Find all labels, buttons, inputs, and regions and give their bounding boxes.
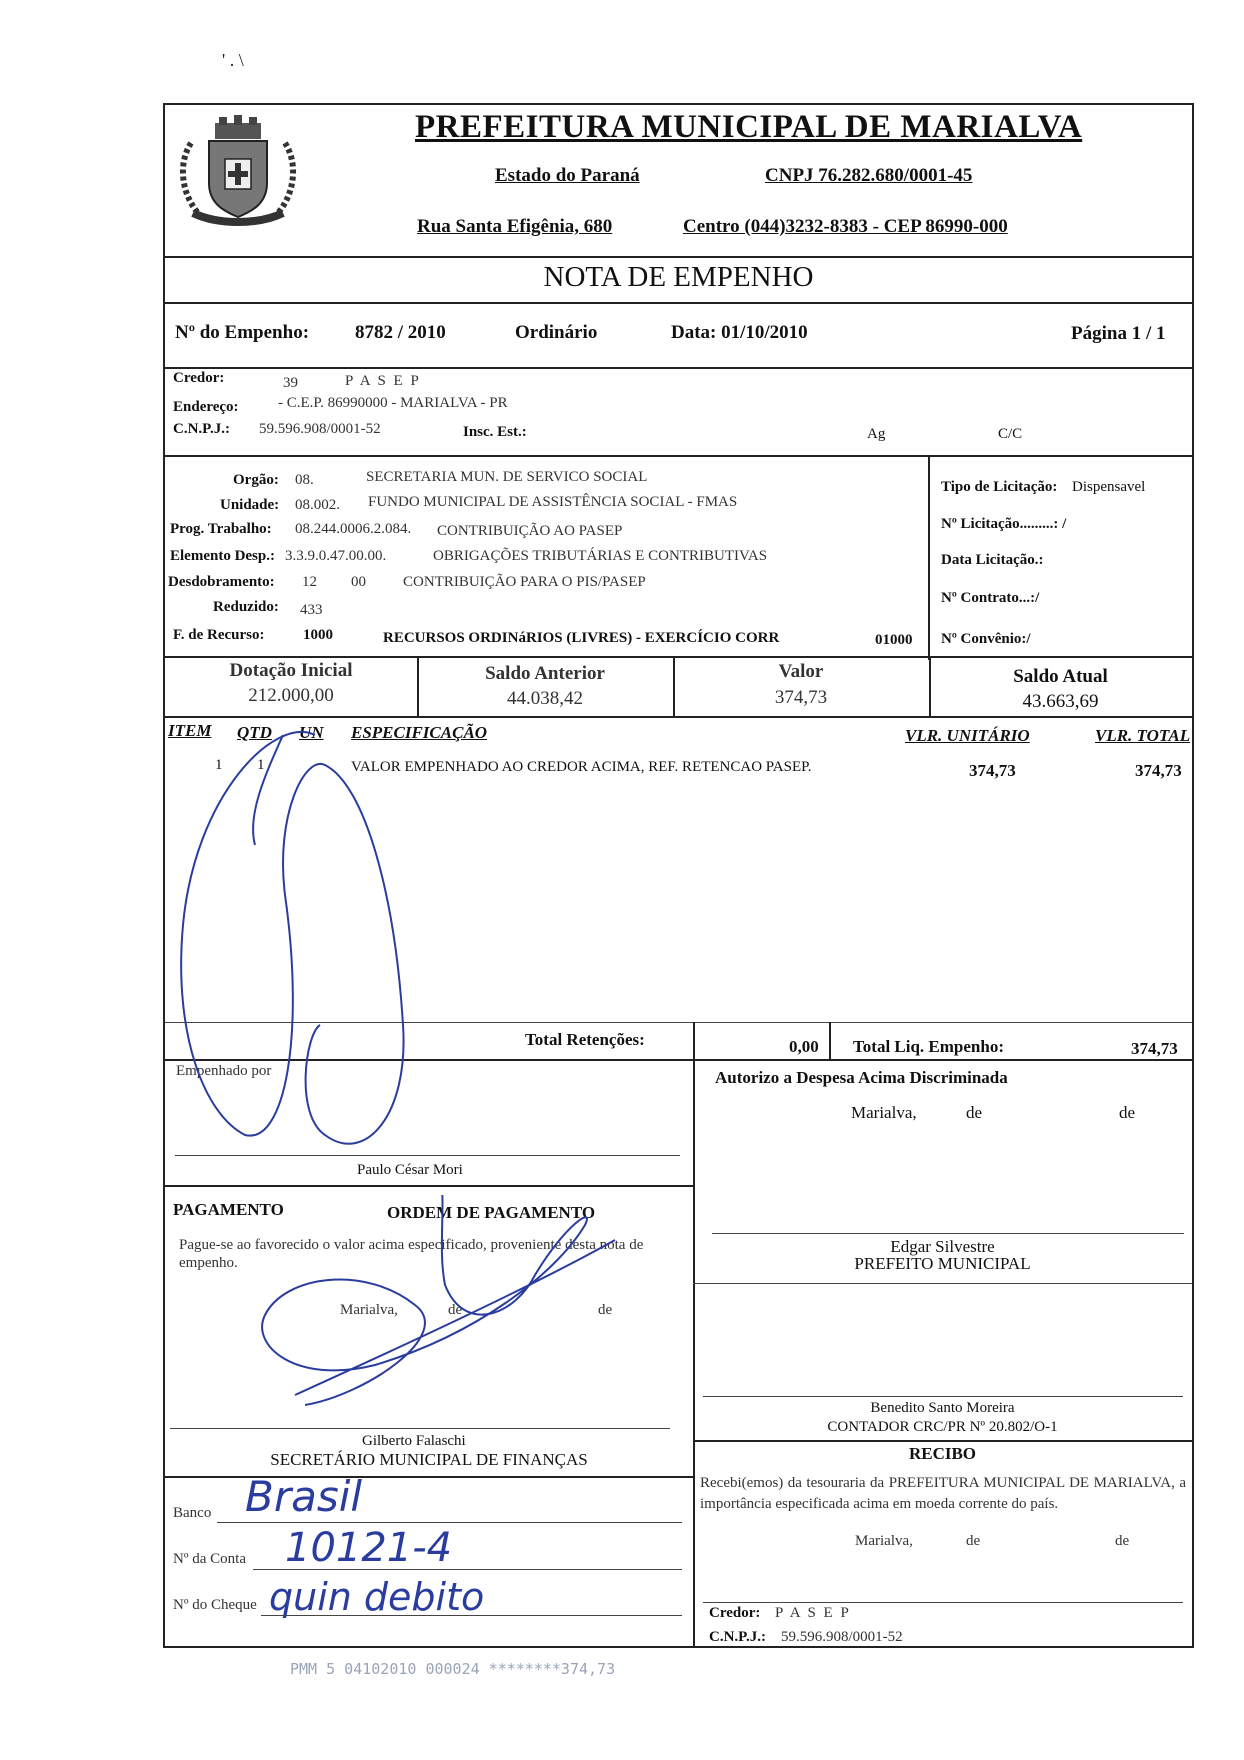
coat-of-arms-icon: [173, 113, 303, 229]
pagamento-month-sep: de: [598, 1302, 613, 1318]
item-valor-total: 374,73: [1135, 761, 1182, 780]
cnpj-value: 59.596.908/0001-52: [259, 421, 381, 437]
state-label: Estado do Paraná: [495, 165, 640, 186]
total-retencoes-value: 0,00: [789, 1037, 819, 1056]
divider: [693, 1022, 695, 1059]
endereco-label: Endereço:: [173, 399, 239, 415]
licitacao-date: Data Licitação.:: [941, 552, 1044, 568]
autorizo-city: Marialva,: [851, 1103, 917, 1122]
handwritten-cheque: quin debito: [269, 1575, 485, 1619]
saldo-atual-value: 43.663,69: [1022, 691, 1099, 712]
divider: [693, 1059, 695, 1648]
page-number: Página 1 / 1: [1071, 323, 1166, 344]
dotacao-inicial-label: Dotação Inicial: [229, 660, 353, 681]
fonte-recurso-desc: RECURSOS ORDINáRIOS (LIVRES) - EXERCÍCIO CORR: [383, 630, 780, 646]
empenho-number: 8782 / 2010: [355, 322, 446, 343]
elemento-desc: OBRIGAÇÕES TRIBUTÁRIAS E CONTRIBUTIVAS: [433, 548, 768, 564]
divider: [165, 302, 1192, 304]
fonte-recurso-label: F. de Recurso:: [173, 627, 265, 643]
tipo-licitacao-label: Tipo de Licitação:: [941, 479, 1058, 495]
empenho-date: Data: 01/10/2010: [671, 322, 808, 343]
handwritten-account: 10121-4: [285, 1525, 453, 1571]
document-title: NOTA DE EMPENHO: [543, 261, 814, 293]
divider: [829, 1022, 831, 1059]
licitacao-number: Nº Licitação.........: /: [941, 516, 1067, 532]
secretario-name: Gilberto Falaschi: [362, 1433, 466, 1449]
ordem-pagamento-label: ORDEM DE PAGAMENTO: [387, 1203, 596, 1222]
autorizo-label: Autorizo a Despesa Acima Discriminada: [715, 1068, 1008, 1087]
fonte-recurso-num: 01000: [875, 632, 913, 648]
contrato-number: Nº Contrato...:/: [941, 590, 1040, 606]
un-column-header: UN: [299, 723, 324, 742]
recibo-label: RECIBO: [908, 1444, 977, 1463]
tipo-licitacao-value: Dispensavel: [1072, 479, 1146, 495]
contador-role: CONTADOR CRC/PR Nº 20.802/O-1: [827, 1419, 1058, 1435]
signature-line: [703, 1602, 1183, 1603]
recibo-month-sep: de: [1115, 1533, 1130, 1549]
empenho-type: Ordinário: [515, 322, 598, 343]
pagamento-text: Pague-se ao favorecido o valor acima especificado, proveniente desta nota de empenho.: [179, 1237, 644, 1271]
recibo-cnpj-label: C.N.P.J.:: [709, 1629, 766, 1645]
recibo-day-sep: de: [966, 1533, 981, 1549]
pagamento-day-sep: de: [448, 1302, 463, 1318]
divider: [165, 367, 1192, 369]
authentication-stamp: PMM 5 04102010 000024 ********374,73: [290, 1660, 616, 1678]
pagamento-city: Marialva,: [340, 1302, 398, 1318]
divider: [693, 1283, 1192, 1284]
qtd-column-header: QTD: [237, 723, 272, 742]
banco-line: [217, 1522, 682, 1523]
insc-est-label: Insc. Est.:: [463, 424, 527, 440]
desdobramento-code: 12: [302, 574, 317, 590]
signature-line: [712, 1233, 1184, 1234]
orgao-label: Orgão:: [233, 472, 279, 488]
pagamento-label: PAGAMENTO: [173, 1200, 284, 1219]
contact-info: Centro (044)3232-8383 - CEP 86990-000: [683, 216, 1008, 237]
recibo-credor-value: P A S E P: [775, 1605, 851, 1621]
signature-stroke-icon: [165, 695, 685, 1175]
reduzido-label: Reduzido:: [213, 599, 279, 615]
credor-label: Credor:: [173, 370, 225, 386]
item-column-header: ITEM: [168, 721, 212, 740]
page-title: PREFEITURA MUNICIPAL DE MARIALVA: [415, 109, 1083, 145]
prog-trabalho-code: 08.244.0006.2.084.: [295, 521, 412, 537]
divider: [165, 455, 1192, 457]
elemento-code: 3.3.9.0.47.00.00.: [285, 548, 387, 564]
valor-total-column-header: VLR. TOTAL: [1095, 726, 1191, 745]
prog-trabalho-desc: CONTRIBUIÇÃO AO PASEP: [437, 523, 623, 539]
prog-trabalho-label: Prog. Trabalho:: [170, 521, 272, 537]
account-label: C/C: [998, 426, 1023, 442]
endereco-value: - C.E.P. 86990000 - MARIALVA - PR: [278, 395, 508, 411]
signature-line: [703, 1396, 1183, 1397]
item-valor-unitario: 374,73: [969, 761, 1016, 780]
especificacao-column-header: ESPECIFICAÇÃO: [351, 723, 488, 742]
recibo-city: Marialva,: [855, 1533, 913, 1549]
banco-label: Banco: [173, 1505, 212, 1521]
divider: [928, 455, 930, 660]
contador-name: Benedito Santo Moreira: [870, 1400, 1015, 1416]
autorizo-day-sep: de: [966, 1103, 983, 1122]
saldo-anterior-label: Saldo Anterior: [485, 663, 605, 684]
divider: [165, 1185, 693, 1187]
reduzido-value: 433: [300, 602, 323, 618]
desdobramento-sub: 00: [351, 574, 366, 590]
autorizo-month-sep: de: [1119, 1103, 1136, 1122]
empenho-number-label: Nº do Empenho:: [175, 322, 310, 343]
agency-label: Ag: [867, 426, 886, 442]
signature-stroke-icon: [255, 1195, 675, 1415]
secretario-role: SECRETÁRIO MUNICIPAL DE FINANÇAS: [270, 1450, 588, 1469]
cnpj-label: C.N.P.J.:: [173, 421, 230, 437]
empenhado-por-label: Empenhado por: [176, 1063, 272, 1079]
empenhado-signer: Paulo César Mori: [357, 1162, 463, 1178]
divider: [165, 656, 1192, 658]
recibo-cnpj-value: 59.596.908/0001-52: [781, 1629, 903, 1645]
cheque-label: Nº do Cheque: [173, 1597, 257, 1613]
item-qtd: 1: [257, 757, 265, 773]
unidade-label: Unidade:: [220, 497, 280, 513]
valor-label: Valor: [778, 661, 824, 682]
recibo-text: Recebi(emos) da tesouraria da PREFEITURA MUNICIPAL DE MARIALVA, a importância especificada acima em moeda corrente do país.: [700, 1475, 1186, 1512]
item-number: 1: [215, 757, 223, 773]
valor-unitario-column-header: VLR. UNITÁRIO: [905, 726, 1030, 745]
handwritten-bank: Brasil: [245, 1472, 363, 1521]
desdobramento-label: Desdobramento:: [168, 574, 275, 590]
credor-code: 39: [283, 375, 298, 391]
fonte-recurso-code: 1000: [303, 627, 333, 643]
saldo-atual-label: Saldo Atual: [1013, 666, 1108, 687]
saldo-anterior-value: 44.038,42: [507, 688, 583, 709]
prefeito-role: PREFEITO MUNICIPAL: [854, 1254, 1031, 1273]
convenio-number: Nº Convênio:/: [941, 631, 1031, 647]
valor-value: 374,73: [774, 687, 828, 708]
total-liquido-label: Total Liq. Empenho:: [853, 1037, 1004, 1056]
divider: [165, 256, 1192, 258]
unidade-desc: FUNDO MUNICIPAL DE ASSISTÊNCIA SOCIAL - FMAS: [368, 494, 738, 510]
recibo-credor-label: Credor:: [709, 1605, 761, 1621]
signature-line: [170, 1428, 670, 1429]
orgao-desc: SECRETARIA MUN. DE SERVICO SOCIAL: [366, 469, 648, 485]
address: Rua Santa Efigênia, 680: [417, 216, 613, 237]
unidade-code: 08.002.: [295, 497, 340, 513]
divider: [693, 1440, 1192, 1442]
nota-empenho-form: [163, 103, 1194, 1648]
orgao-code: 08.: [295, 472, 314, 488]
desdobramento-desc: CONTRIBUIÇÃO PARA O PIS/PASEP: [403, 574, 646, 590]
total-liquido-value: 374,73: [1131, 1039, 1178, 1058]
prefeitura-cnpj: CNPJ 76.282.680/0001-45: [765, 165, 973, 186]
conta-label: Nº da Conta: [173, 1551, 246, 1567]
prefeito-name: Edgar Silvestre: [890, 1237, 995, 1256]
credor-name: P A S E P: [345, 373, 421, 389]
item-especificacao: VALOR EMPENHADO AO CREDOR ACIMA, REF. RETENCAO PASEP.: [351, 759, 812, 775]
scan-marks: ' . \: [222, 50, 244, 70]
elemento-label: Elemento Desp.:: [170, 548, 275, 564]
total-retencoes-label: Total Retenções:: [525, 1030, 645, 1049]
dotacao-inicial-value: 212.000,00: [248, 685, 334, 706]
